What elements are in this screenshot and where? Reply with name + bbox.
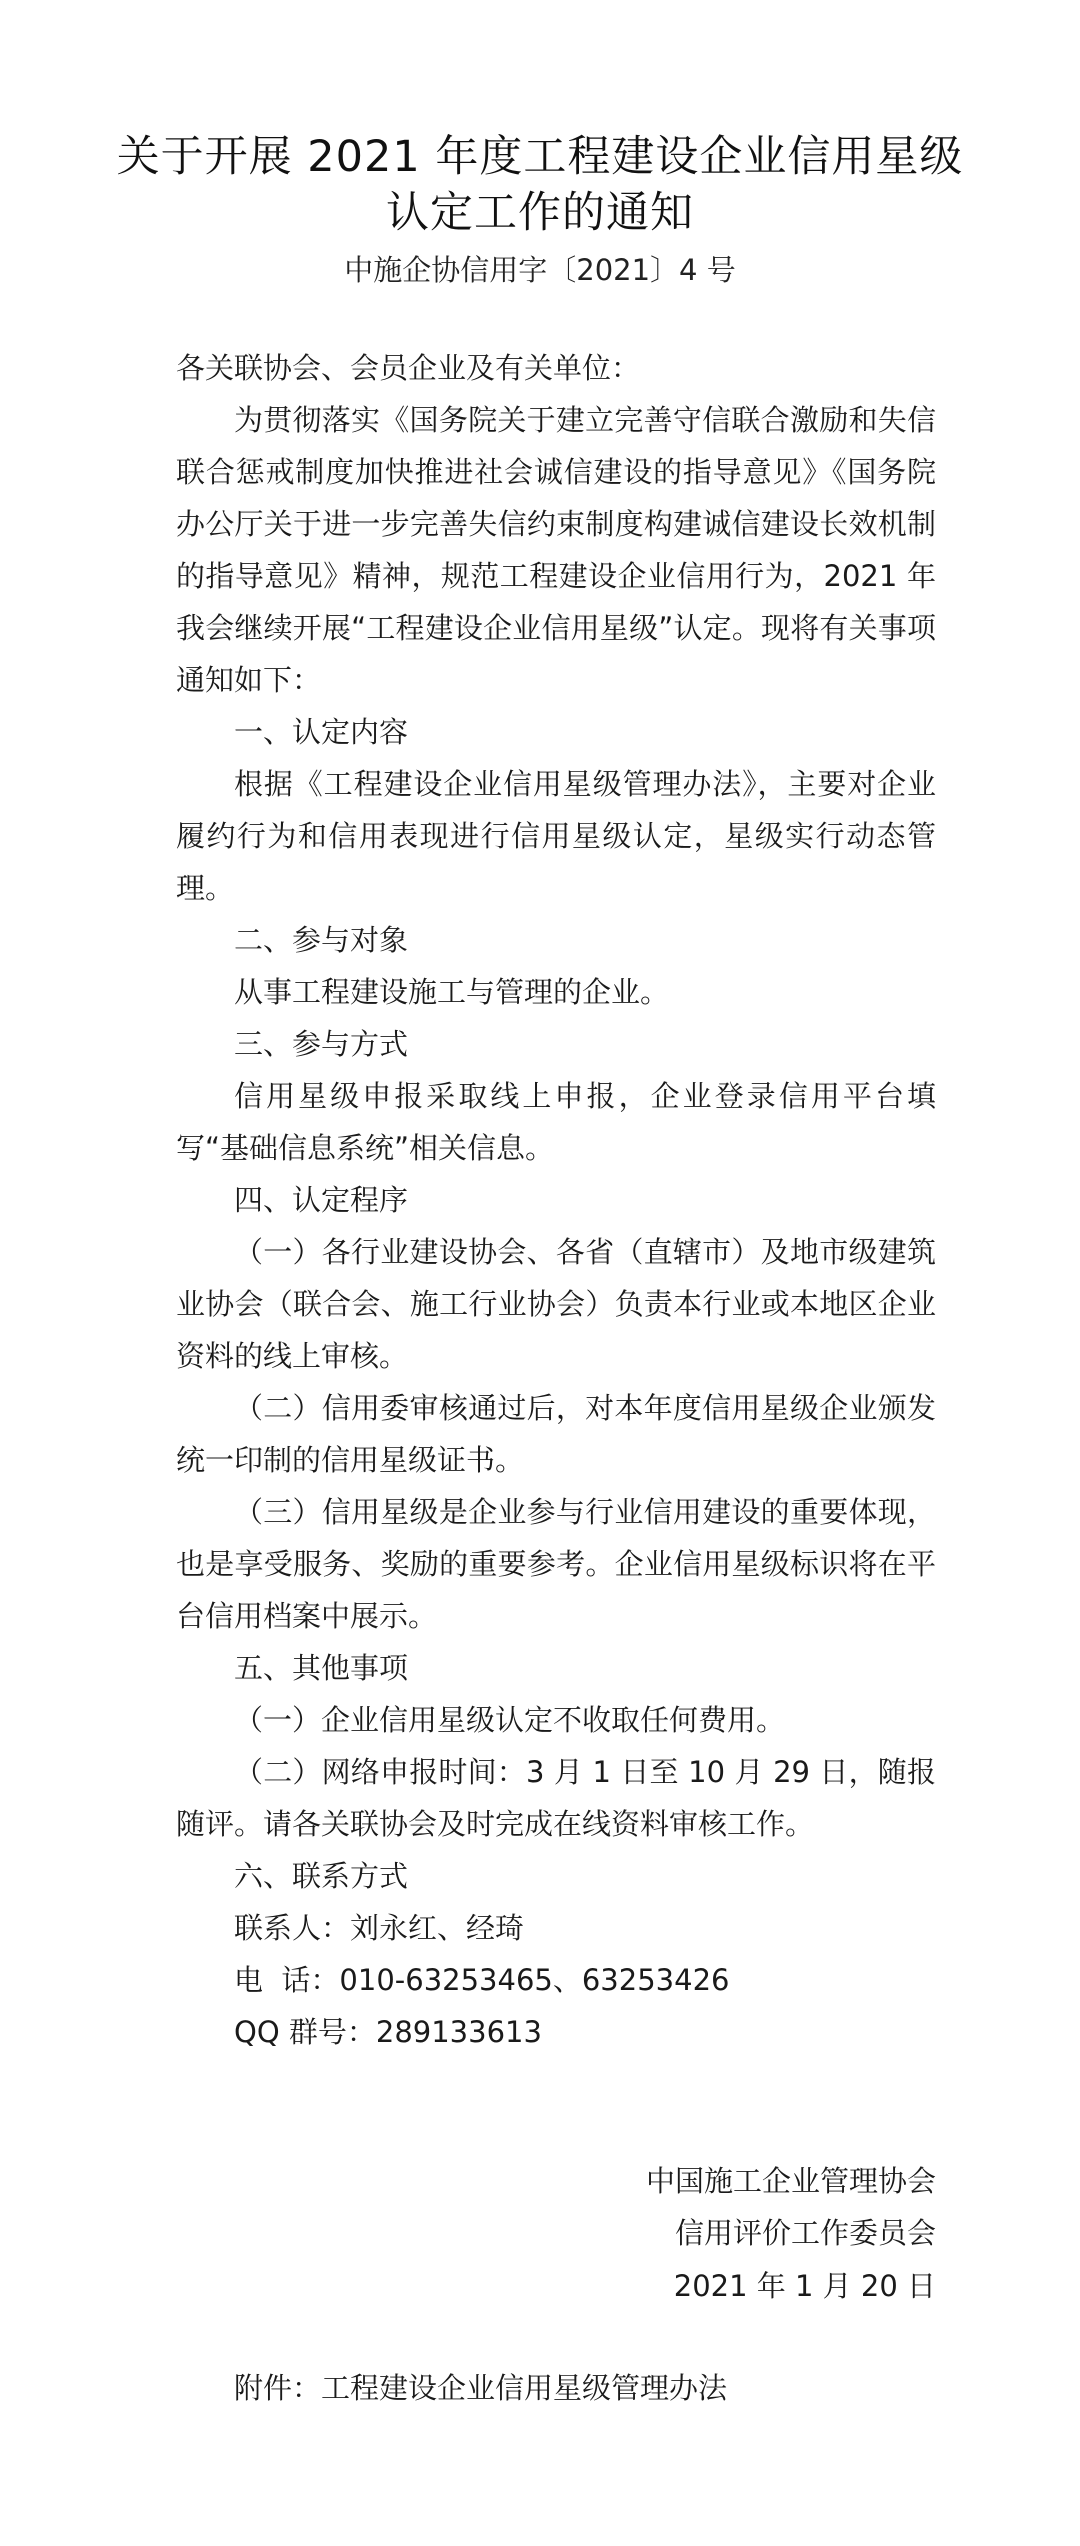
signature-committee: 信用评价工作委员会 bbox=[674, 2216, 936, 2250]
document-body bbox=[176, 342, 936, 2058]
section-heading-6: 六、联系方式 bbox=[234, 1859, 409, 1893]
signature-date: 2021 年 1 月 20 日 bbox=[673, 2269, 936, 2303]
section-4-item-3: （三）信用星级是企业参与行业信用建设的重要体现，也是享受服务、奖励的重要参考。企业信用星级标识将在平台信用档案中展示。 bbox=[176, 1495, 936, 1633]
section-5-item-2: （二）网络申报时间：3 月 1 日至 10 月 29 日，随报随评。请各关联协会及时完成在线资料审核工作。 bbox=[176, 1755, 936, 1841]
section-2-paragraph: 从事工程建设施工与管理的企业。 bbox=[234, 975, 670, 1009]
section-3-paragraph: 信用星级申报采取线上申报，企业登录信用平台填写“基础信息系统”相关信息。 bbox=[176, 1079, 936, 1165]
section-heading-1: 一、认定内容 bbox=[234, 715, 409, 749]
salutation: 各关联协会、会员企业及有关单位： bbox=[176, 351, 641, 385]
document-title-line-2: 认定工作的通知 bbox=[386, 188, 694, 238]
section-heading-3: 三、参与方式 bbox=[234, 1027, 409, 1061]
contact-phone: 电 话：010-63253465、63253426 bbox=[234, 1963, 730, 1997]
document-title-line-1: 关于开展 2021 年度工程建设企业信用星级 bbox=[116, 132, 964, 182]
signature-organization: 中国施工企业管理协会 bbox=[645, 2164, 936, 2198]
section-4-item-1: （一）各行业建设协会、各省（直辖市）及地市级建筑业协会（联合会、施工行业协会）负责本行业或本地区企业资料的线上审核。 bbox=[176, 1235, 936, 1373]
contact-qq-group: QQ 群号：289133613 bbox=[234, 2015, 542, 2049]
intro-paragraph: 为贯彻落实《国务院关于建立完善守信联合激励和失信联合惩戒制度加快推进社会诚信建设的指导意见》《国务院办公厅关于进一步完善失信约束制度构建诚信建设长效机制的指导意见》精神，规范工程建设企业信用行为，2021 年我会继续开展“工程建设企业信用星级”认定。现将有关事项通知如下： bbox=[176, 403, 936, 697]
section-4-item-2: （二）信用委审核通过后，对本年度信用星级企业颁发统一印制的信用星级证书。 bbox=[176, 1391, 936, 1477]
document-number: 中施企协信用字〔2021〕4 号 bbox=[344, 253, 736, 287]
section-heading-2: 二、参与对象 bbox=[234, 923, 409, 957]
contact-person: 联系人：刘永红、经琦 bbox=[234, 1911, 525, 1945]
section-heading-4: 四、认定程序 bbox=[234, 1183, 409, 1217]
section-1-paragraph: 根据《工程建设企业信用星级管理办法》，主要对企业履约行为和信用表现进行信用星级认定，星级实行动态管理。 bbox=[176, 767, 936, 905]
attachment-note: 附件：工程建设企业信用星级管理办法 bbox=[234, 2371, 728, 2405]
section-5-item-1: （一）企业信用星级认定不收取任何费用。 bbox=[234, 1703, 786, 1737]
section-heading-5: 五、其他事项 bbox=[234, 1651, 409, 1685]
